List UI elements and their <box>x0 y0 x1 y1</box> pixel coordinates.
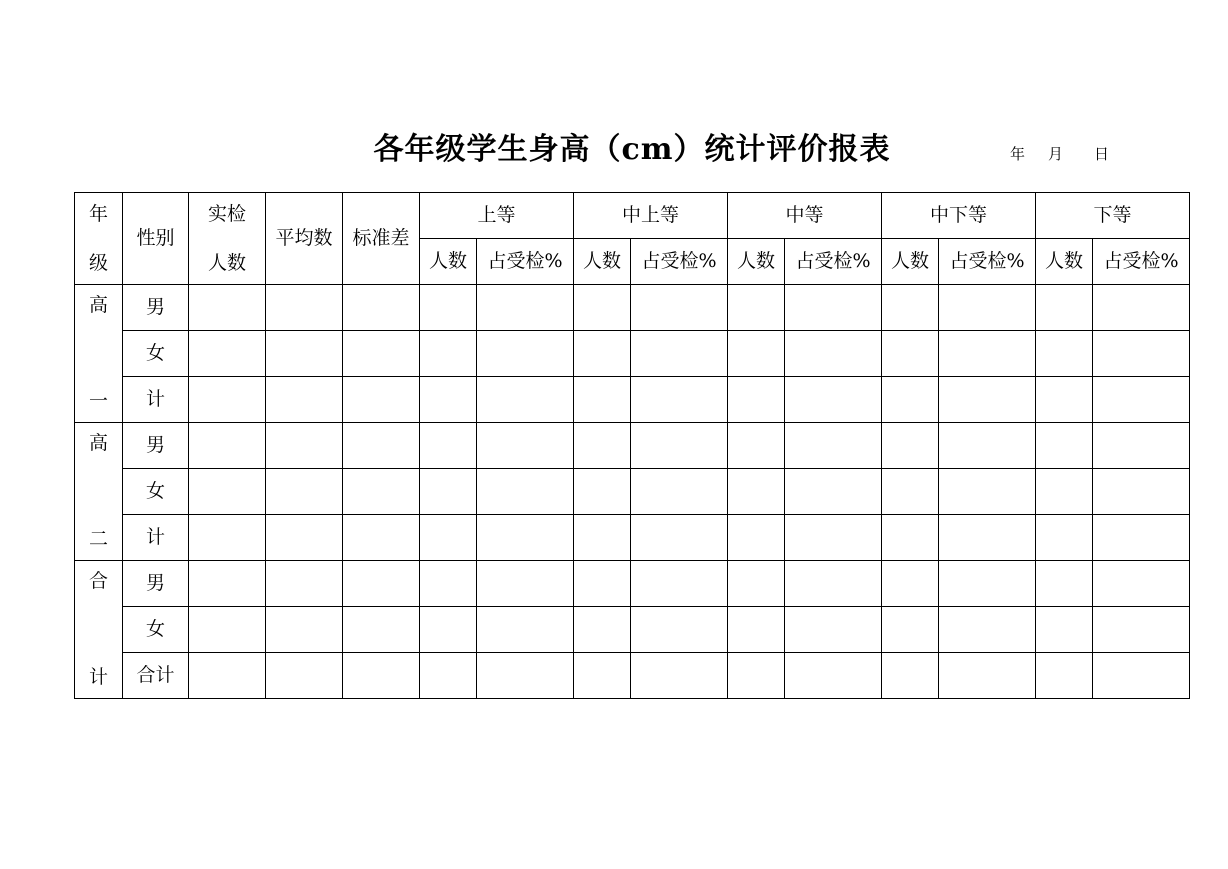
data-cell <box>574 423 631 469</box>
data-cell <box>1036 515 1093 561</box>
data-cell <box>343 607 420 653</box>
gender-cell: 男 <box>123 561 189 607</box>
header-row-1 <box>75 193 1190 239</box>
table-row <box>75 285 1190 331</box>
header-percent: 占受检% <box>477 239 574 285</box>
data-cell <box>343 653 420 699</box>
data-cell <box>266 561 343 607</box>
data-cell <box>477 607 574 653</box>
header-level-upper: 上等 <box>420 193 574 239</box>
data-cell <box>882 607 939 653</box>
data-cell <box>785 515 882 561</box>
grade-cell <box>75 561 123 699</box>
data-cell <box>1036 377 1093 423</box>
data-cell <box>785 653 882 699</box>
header-percent: 占受检% <box>785 239 882 285</box>
date-day-label: 日 <box>1094 145 1110 163</box>
data-cell <box>939 423 1036 469</box>
data-cell <box>1093 285 1190 331</box>
data-cell <box>420 423 477 469</box>
data-cell <box>189 285 266 331</box>
data-cell <box>1093 561 1190 607</box>
data-cell <box>728 423 785 469</box>
data-cell <box>1093 331 1190 377</box>
data-cell <box>1036 331 1093 377</box>
grade-label-bottom: 计 <box>88 666 108 688</box>
data-cell <box>785 423 882 469</box>
gender-cell: 男 <box>123 285 189 331</box>
header-checked-bottom: 人数 <box>207 251 246 274</box>
data-cell <box>343 285 420 331</box>
header-percent: 占受检% <box>631 239 728 285</box>
data-cell <box>631 607 728 653</box>
data-cell <box>266 607 343 653</box>
data-cell <box>420 469 477 515</box>
data-cell <box>1036 607 1093 653</box>
data-cell <box>728 285 785 331</box>
data-cell <box>343 377 420 423</box>
data-cell <box>728 515 785 561</box>
data-cell <box>574 285 631 331</box>
grade-label-bottom: 一 <box>88 390 108 412</box>
header-level-middle: 中等 <box>728 193 882 239</box>
data-cell <box>882 423 939 469</box>
data-cell <box>882 469 939 515</box>
data-cell <box>728 607 785 653</box>
data-cell <box>189 423 266 469</box>
data-cell <box>939 331 1036 377</box>
header-grade-top: 年 <box>88 202 108 225</box>
data-cell <box>343 561 420 607</box>
header-std-dev: 标准差 <box>343 193 420 285</box>
header-gender: 性别 <box>123 193 189 285</box>
data-cell <box>420 285 477 331</box>
gender-cell: 计 <box>123 377 189 423</box>
data-cell <box>882 377 939 423</box>
grade-label-top: 高 <box>88 294 108 316</box>
header-percent: 占受检% <box>1093 239 1190 285</box>
data-cell <box>785 607 882 653</box>
data-cell <box>631 285 728 331</box>
data-cell <box>477 377 574 423</box>
data-cell <box>189 515 266 561</box>
data-cell <box>882 515 939 561</box>
data-cell <box>939 515 1036 561</box>
data-cell <box>420 653 477 699</box>
header-count: 人数 <box>420 239 477 285</box>
table-row <box>75 377 1190 423</box>
data-cell <box>266 469 343 515</box>
data-cell <box>420 377 477 423</box>
data-cell <box>477 561 574 607</box>
header-count: 人数 <box>728 239 785 285</box>
header-level-upper-middle: 中上等 <box>574 193 728 239</box>
data-cell <box>189 607 266 653</box>
data-cell <box>631 515 728 561</box>
table-row <box>75 561 1190 607</box>
header-grade <box>75 193 123 285</box>
data-cell <box>728 377 785 423</box>
data-cell <box>631 469 728 515</box>
data-cell <box>1093 377 1190 423</box>
data-cell <box>785 469 882 515</box>
data-cell <box>1036 469 1093 515</box>
date-month-label: 月 <box>1048 145 1064 163</box>
gender-cell: 女 <box>123 607 189 653</box>
data-cell <box>882 285 939 331</box>
data-cell <box>574 653 631 699</box>
data-cell <box>266 285 343 331</box>
data-cell <box>882 653 939 699</box>
data-cell <box>343 469 420 515</box>
date-year-label: 年 <box>1010 145 1026 163</box>
header-percent: 占受检% <box>939 239 1036 285</box>
data-cell <box>728 469 785 515</box>
header-level-lower-middle: 中下等 <box>882 193 1036 239</box>
data-cell <box>343 331 420 377</box>
data-cell <box>1093 515 1190 561</box>
table-row <box>75 607 1190 653</box>
data-cell <box>189 653 266 699</box>
data-cell <box>631 423 728 469</box>
height-statistics-table <box>74 192 1190 699</box>
data-cell <box>939 653 1036 699</box>
data-cell <box>266 515 343 561</box>
data-cell <box>420 515 477 561</box>
gender-cell: 计 <box>123 515 189 561</box>
table-row <box>75 331 1190 377</box>
data-cell <box>882 331 939 377</box>
header-checked-top: 实检 <box>207 202 246 225</box>
gender-cell: 女 <box>123 469 189 515</box>
data-cell <box>1093 469 1190 515</box>
data-cell <box>1093 653 1190 699</box>
data-cell <box>785 561 882 607</box>
table-row <box>75 469 1190 515</box>
data-cell <box>189 469 266 515</box>
gender-cell: 女 <box>123 331 189 377</box>
data-cell <box>1036 285 1093 331</box>
data-cell <box>574 469 631 515</box>
gender-cell: 合计 <box>123 653 189 699</box>
data-cell <box>631 377 728 423</box>
header-grade-bottom: 级 <box>88 251 108 274</box>
grade-label-top: 高 <box>88 432 108 454</box>
data-cell <box>477 469 574 515</box>
header-count: 人数 <box>574 239 631 285</box>
data-cell <box>785 331 882 377</box>
header-average: 平均数 <box>266 193 343 285</box>
data-cell <box>785 285 882 331</box>
data-cell <box>266 653 343 699</box>
data-cell <box>1036 653 1093 699</box>
data-cell <box>477 653 574 699</box>
data-cell <box>939 607 1036 653</box>
data-cell <box>631 561 728 607</box>
data-cell <box>939 285 1036 331</box>
data-cell <box>1036 561 1093 607</box>
data-cell <box>189 377 266 423</box>
data-cell <box>631 653 728 699</box>
data-cell <box>189 561 266 607</box>
data-cell <box>477 515 574 561</box>
report-title: 各年级学生身高（cm）统计评价报表 <box>373 132 891 167</box>
data-cell <box>939 469 1036 515</box>
header-count: 人数 <box>1036 239 1093 285</box>
data-cell <box>343 515 420 561</box>
data-cell <box>574 331 631 377</box>
data-cell <box>574 607 631 653</box>
grade-cell <box>75 285 123 423</box>
data-cell <box>728 653 785 699</box>
data-cell <box>343 423 420 469</box>
data-cell <box>574 515 631 561</box>
header-checked-count <box>189 193 266 285</box>
header-level-lower: 下等 <box>1036 193 1190 239</box>
header-count: 人数 <box>882 239 939 285</box>
data-cell <box>728 561 785 607</box>
data-cell <box>477 423 574 469</box>
data-cell <box>266 423 343 469</box>
data-cell <box>266 377 343 423</box>
data-cell <box>785 377 882 423</box>
grade-label-top: 合 <box>88 570 108 592</box>
table-row <box>75 423 1190 469</box>
grade-cell <box>75 423 123 561</box>
data-cell <box>420 607 477 653</box>
data-cell <box>477 285 574 331</box>
data-cell <box>882 561 939 607</box>
data-cell <box>631 331 728 377</box>
grade-label-bottom: 二 <box>88 528 108 550</box>
gender-cell: 男 <box>123 423 189 469</box>
data-cell <box>939 561 1036 607</box>
table-row <box>75 515 1190 561</box>
data-cell <box>1093 607 1190 653</box>
data-cell <box>266 331 343 377</box>
data-cell <box>420 561 477 607</box>
table-row <box>75 653 1190 699</box>
data-cell <box>477 331 574 377</box>
data-cell <box>189 331 266 377</box>
data-cell <box>420 331 477 377</box>
data-cell <box>728 331 785 377</box>
data-cell <box>1093 423 1190 469</box>
data-cell <box>939 377 1036 423</box>
data-cell <box>1036 423 1093 469</box>
data-cell <box>574 561 631 607</box>
data-cell <box>574 377 631 423</box>
